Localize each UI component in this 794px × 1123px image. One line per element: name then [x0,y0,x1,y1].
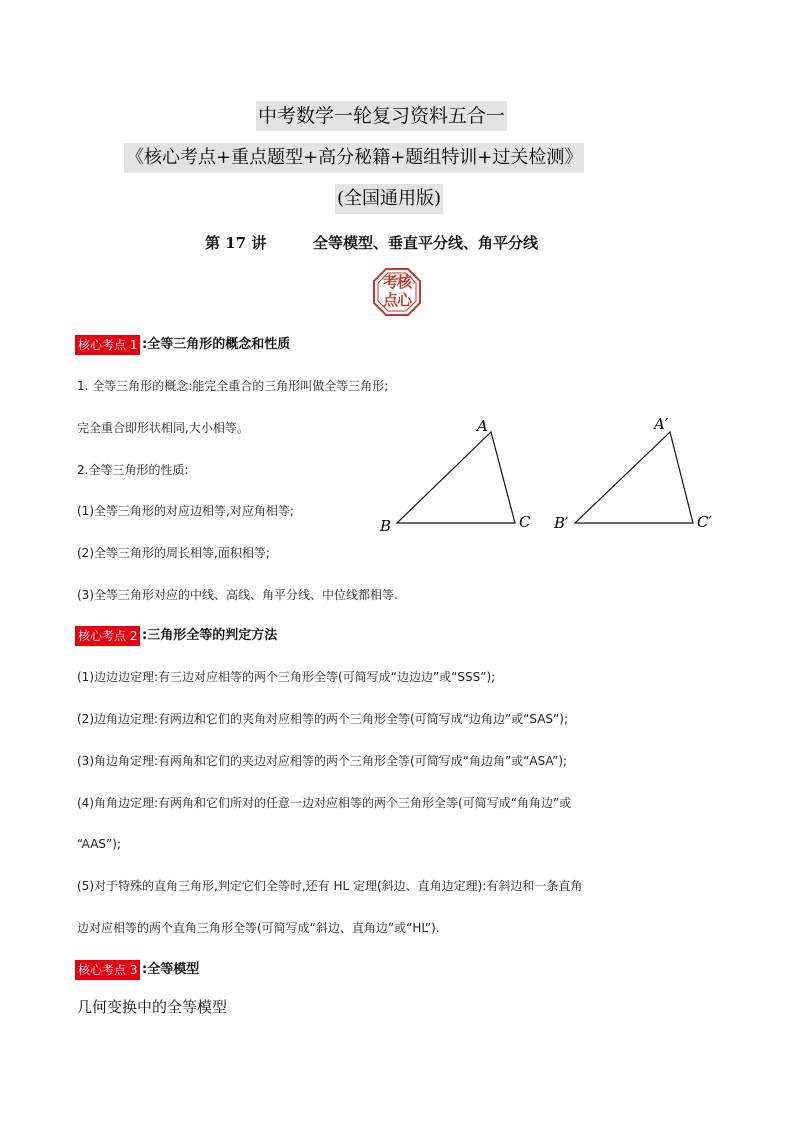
seal-text-top: 考核 [382,273,411,291]
triangle-a1b1c1 [575,432,693,523]
section-1-line-6: (3)全等三角形对应的中线、高线、角平分线、中位线都相等. [77,588,398,602]
section-2-line-5: “AAS”); [77,837,121,851]
section-3-title: :全等模型 [142,962,200,977]
seal-text-bottom: 点心 [382,291,411,309]
section-1-line-4: (1)全等三角形的对应边相等,对应角相等; [77,504,294,518]
section-1-line-3: 2.全等三角形的性质: [77,463,189,477]
section-1-tag: 核心考点 1 [75,335,140,355]
section-1-line-2: 完全重合即形状相同,大小相等。 [77,421,249,435]
label-c: C [519,513,531,531]
chapter-number: 第 17 讲 [205,234,267,252]
label-b-prime: B′ [554,514,569,532]
section-1-line-5: (2)全等三角形的周长相等,面积相等; [77,546,270,560]
triangle-abc [397,432,515,523]
label-b: B [380,517,392,535]
seal-badge [372,267,422,317]
section-2-line-7: 边对应相等的两个直角三角形全等(可简写成“斜边、直角边”或“HL”). [77,921,440,935]
section-1-title: :全等三角形的概念和性质 [142,337,291,352]
section-2-line-2: (2)边角边定理:有两边和它们的夹角对应相等的两个三角形全等(可简写成“边角边”或“SAS”); [77,712,568,726]
chapter-title: 全等模型、垂直平分线、角平分线 [313,234,539,252]
section-2-line-6: (5)对于特殊的直角三角形,判定它们全等时,还有 HL 定理(斜边、直角边定理):有斜边和一条直角 [77,879,583,893]
section-2-line-1: (1)边边边定理:有三边对应相等的两个三角形全等(可简写成“边边边”或“SSS”); [77,670,496,684]
section-2-title: :三角形全等的判定方法 [142,628,278,643]
title-line-3: (全国通用版) [335,184,443,214]
title-line-2: 《核心考点+重点题型+高分秘籍+题组特训+过关检测》 [124,143,584,173]
label-a-prime: A′ [654,415,669,433]
section-2-line-3: (3)角边角定理:有两角和它们的夹边对应相等的两个三角形全等(可简写成“角边角”或“ASA”); [77,754,568,768]
label-a: A [477,417,488,435]
congruent-triangles-figure [370,410,730,540]
section-3-line-1: 几何变换中的全等模型 [77,998,228,1016]
section-2-tag: 核心考点 2 [75,626,140,646]
section-2-line-4: (4)角角边定理:有两角和它们所对的任意一边对应相等的两个三角形全等(可简写成“角角边”或 [77,796,572,810]
section-3-tag: 核心考点 3 [75,960,140,980]
title-line-1: 中考数学一轮复习资料五合一 [256,101,507,131]
section-1-line-1: 1. 全等三角形的概念:能完全重合的三角形叫做全等三角形; [77,379,389,393]
label-c-prime: C′ [697,513,712,531]
